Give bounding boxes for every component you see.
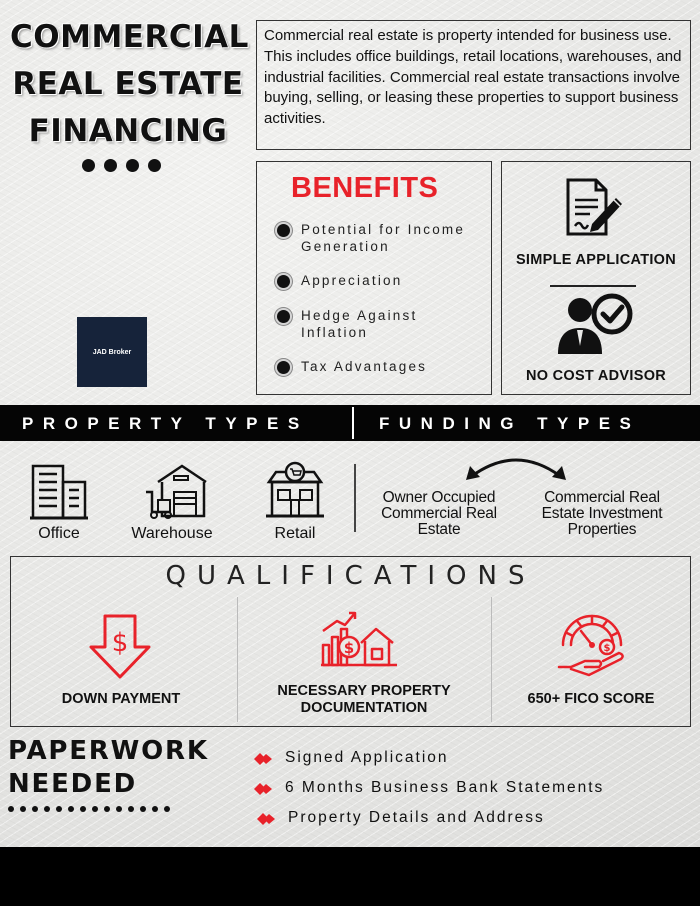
feature-label: SIMPLE APPLICATION	[515, 252, 677, 268]
bullet-icon	[277, 310, 290, 323]
funding-type-owner-occupied	[362, 490, 516, 538]
property-growth-icon	[321, 609, 397, 667]
paperwork-item: 6 Months Business Bank Statements	[285, 779, 605, 796]
paperwork-title-line: NEEDED	[8, 769, 138, 799]
title-dots-decoration	[82, 159, 161, 172]
benefit-item	[277, 358, 487, 375]
svg-text:$: $	[111, 628, 129, 658]
diamond-bullet-icon	[253, 752, 273, 766]
dollar-down-arrow-icon	[87, 613, 153, 681]
features-panel	[501, 161, 691, 395]
title-line: REAL ESTATE	[12, 66, 244, 102]
funding-line: Estate Investment	[541, 505, 663, 522]
benefit-item	[277, 221, 487, 255]
band-divider	[352, 407, 354, 439]
bullet-icon	[277, 361, 290, 374]
qualifications-title: QUALIFICATIONS	[165, 561, 536, 591]
footer-bar	[0, 847, 700, 906]
qualification-line: NECESSARY PROPERTY	[277, 683, 451, 699]
document-pen-icon	[562, 176, 626, 240]
intro-box	[256, 20, 691, 150]
company-logo	[77, 317, 147, 387]
property-type-label: Retail	[274, 525, 316, 542]
advisor-check-icon	[556, 290, 634, 356]
logo-text: JAD Broker	[92, 348, 132, 356]
property-type-label: Warehouse	[131, 525, 213, 542]
paperwork-dots-decoration	[8, 806, 170, 812]
paperwork-item: Signed Application	[285, 749, 449, 766]
benefit-label: Tax Advantages	[301, 359, 428, 374]
benefits-panel	[256, 161, 492, 395]
funding-line: Commercial Real	[381, 505, 497, 522]
qualification-label	[247, 683, 481, 717]
feature-label: NO COST ADVISOR	[525, 368, 667, 384]
diamond-bullet-icon	[253, 782, 273, 796]
paperwork-item: Property Details and Address	[288, 809, 545, 826]
qualification-line: 650+ FICO SCORE	[527, 691, 655, 707]
main-title	[10, 14, 249, 155]
section-band	[0, 405, 700, 441]
diamond-bullet-icon	[256, 812, 276, 826]
funding-type-investment	[526, 490, 678, 538]
funding-line: Commercial Real	[544, 489, 660, 506]
property-type-label: Office	[38, 525, 80, 542]
warehouse-icon	[144, 460, 208, 520]
section-divider	[354, 464, 356, 532]
benefit-label: Potential for Income Generation	[301, 222, 466, 254]
paperwork-title	[8, 735, 209, 801]
qualification-line: DOWN PAYMENT	[61, 691, 181, 707]
benefit-item	[277, 307, 487, 341]
retail-store-icon	[266, 460, 324, 520]
benefit-item	[277, 272, 487, 289]
title-line: FINANCING	[28, 113, 228, 149]
funding-types-heading: FUNDING TYPES	[379, 414, 641, 433]
bullet-icon	[277, 275, 290, 288]
intro-text: Commercial real estate is property intended for business use. This includes office buildings, retail locations, warehouses, and industrial facilities. Commercial real estate transactions involve buying, selling, or leasing these properties to support business activities.	[264, 27, 682, 128]
column-divider	[491, 597, 492, 722]
qualification-label	[501, 691, 681, 708]
qualification-line: DOCUMENTATION	[300, 700, 428, 716]
benefit-label: Hedge Against Inflation	[301, 308, 418, 340]
paperwork-title-line: PAPERWORK	[8, 736, 209, 766]
funding-line: Estate	[417, 521, 461, 538]
bullet-icon	[277, 224, 290, 237]
svg-text:$: $	[343, 639, 355, 657]
feature-divider	[550, 285, 636, 287]
office-building-icon	[30, 462, 88, 520]
qualifications-panel	[10, 556, 691, 727]
property-types-heading: PROPERTY TYPES	[22, 414, 309, 433]
benefits-title: BENEFITS	[291, 172, 439, 204]
svg-text:$: $	[603, 643, 611, 654]
funding-line: Properties	[567, 521, 637, 538]
title-line: COMMERCIAL	[10, 19, 249, 55]
qualification-label	[21, 691, 221, 708]
benefit-label: Appreciation	[301, 273, 403, 288]
credit-gauge-icon	[555, 611, 629, 681]
column-divider	[237, 597, 238, 722]
funding-line: Owner Occupied	[382, 489, 496, 506]
double-arrow-icon	[462, 450, 570, 484]
